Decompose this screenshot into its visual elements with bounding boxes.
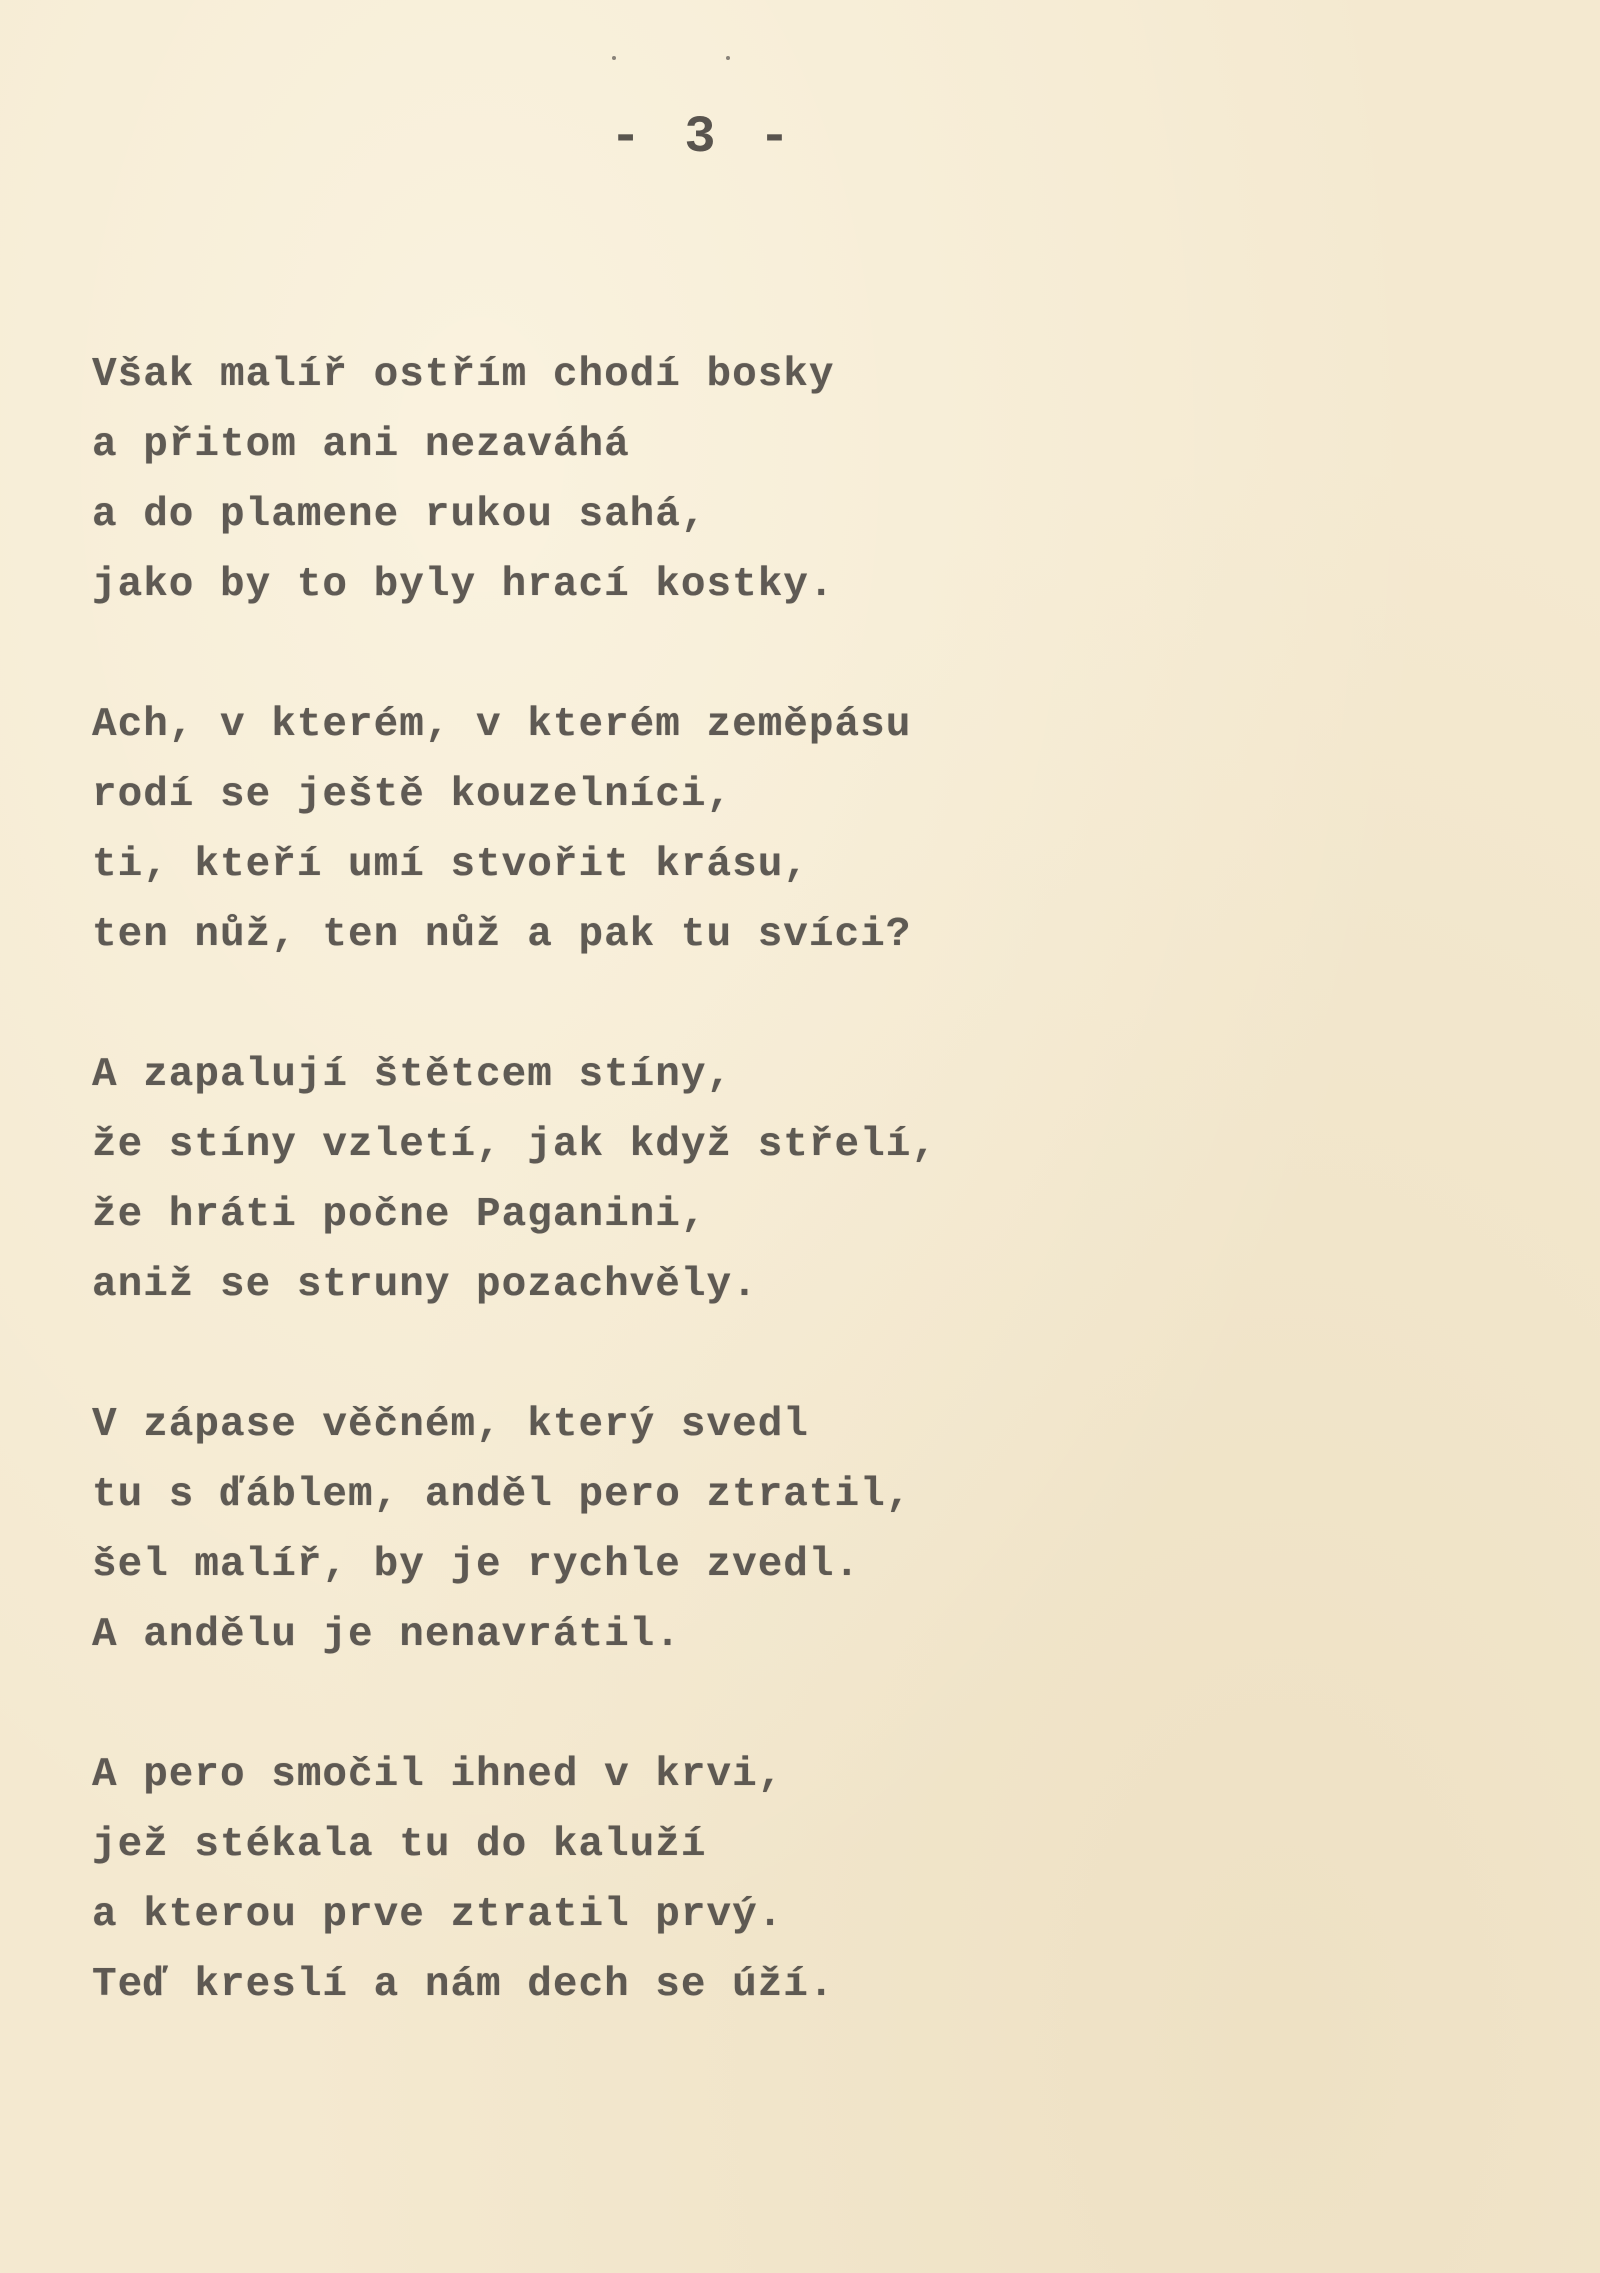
poem [92,340,1192,2020]
poem-line: a přitom ani nezaváhá [92,422,630,468]
page-number: - 3 - [610,108,797,167]
stanza-3 [92,1040,1192,1320]
poem-line: A zapalují štětcem stíny, [92,1052,733,1098]
poem-line: a kterou prve ztratil prvý. [92,1892,784,1938]
poem-line: A andělu je nenavrátil. [92,1612,681,1658]
poem-line: Teď kreslí a nám dech se úží. [92,1962,835,2008]
poem-line: jako by to byly hrací kostky. [92,562,835,608]
poem-line: a do plamene rukou sahá, [92,492,707,538]
poem-line: Ach, v kterém, v kterém zeměpásu [92,702,912,748]
stanza-4 [92,1390,1192,1670]
poem-line: tu s ďáblem, anděl pero ztratil, [92,1472,912,1518]
poem-line: Však malíř ostřím chodí bosky [92,352,835,398]
poem-line: šel malíř, by je rychle zvedl. [92,1542,861,1588]
poem-line: rodí se ještě kouzelníci, [92,772,733,818]
poem-line: ten nůž, ten nůž a pak tu svíci? [92,912,912,958]
stanza-5 [92,1740,1192,2020]
stanza-1 [92,340,1192,620]
poem-line: ti, kteří umí stvořit krásu, [92,842,809,888]
poem-line: že stíny vzletí, jak když střelí, [92,1122,937,1168]
poem-line: aniž se struny pozachvěly. [92,1262,758,1308]
poem-line: jež stékala tu do kaluží [92,1822,707,1868]
ink-speck [612,56,616,60]
ink-speck [726,56,730,60]
stanza-2 [92,690,1192,970]
poem-line: A pero smočil ihned v krvi, [92,1752,784,1798]
poem-line: V zápase věčném, který svedl [92,1402,809,1448]
poem-line: že hráti počne Paganini, [92,1192,707,1238]
